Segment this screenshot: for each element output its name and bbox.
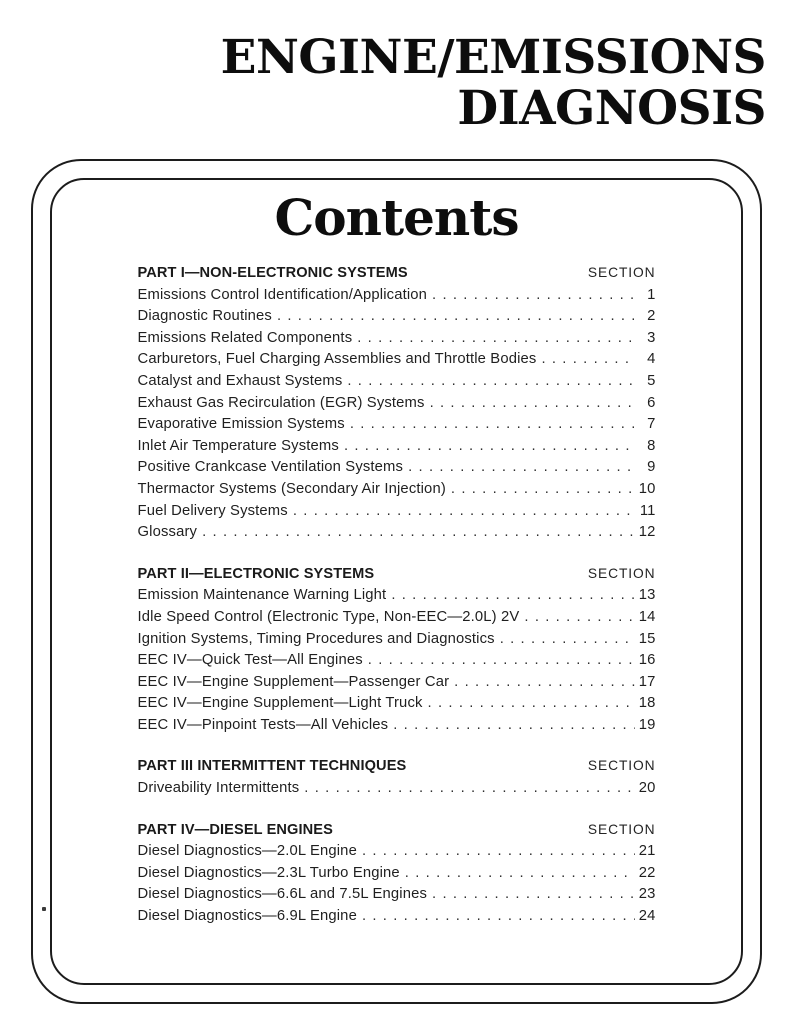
toc-item-number: 15 <box>638 630 656 647</box>
toc-row <box>138 780 656 802</box>
toc-item-label: Glossary <box>137 524 198 541</box>
dot-leader <box>430 395 635 411</box>
toc-row <box>138 373 656 395</box>
toc-item-number: 21 <box>638 843 656 860</box>
toc-item-label: Emission Maintenance Warning Light <box>137 587 387 604</box>
toc-item-number: 24 <box>638 908 656 925</box>
toc-item-number: 4 <box>647 351 656 368</box>
toc-item-label: Diesel Diagnostics—6.9L Engine <box>137 908 357 925</box>
dot-leader <box>350 416 635 432</box>
toc-row <box>138 865 656 887</box>
toc <box>138 265 656 930</box>
toc-part <box>138 265 656 546</box>
scan-artifact <box>42 907 46 911</box>
dot-leader <box>454 674 634 690</box>
toc-item-label: Diesel Diagnostics—2.3L Turbo Engine <box>137 864 400 881</box>
toc-item-number: 19 <box>638 716 656 733</box>
contents-frame-outer <box>31 159 762 1004</box>
toc-item-number: 8 <box>647 437 656 454</box>
dot-leader <box>391 587 634 603</box>
toc-item-number: 18 <box>638 695 656 712</box>
dot-leader <box>277 308 635 324</box>
toc-item-label: Emissions Related Components <box>137 329 353 346</box>
dot-leader <box>432 287 634 303</box>
toc-item-number: 1 <box>647 286 656 303</box>
dot-leader <box>304 780 634 796</box>
toc-item-label: Exhaust Gas Recirculation (EGR) Systems <box>137 394 425 411</box>
dot-leader <box>347 373 634 389</box>
toc-item-number: 9 <box>647 459 656 476</box>
toc-item-number: 22 <box>638 864 656 881</box>
toc-part-header <box>138 822 656 844</box>
dot-leader <box>368 652 635 668</box>
toc-item-label: Driveability Intermittents <box>137 780 300 797</box>
toc-item-label: Fuel Delivery Systems <box>137 502 288 519</box>
toc-item-number: 3 <box>647 329 656 346</box>
part-rows <box>138 780 656 802</box>
dot-leader <box>405 865 635 881</box>
part-title: PART IV—DIESEL ENGINES <box>137 821 333 838</box>
dot-leader <box>362 908 635 924</box>
toc-item-number: 5 <box>647 372 656 389</box>
toc-item-number: 2 <box>647 308 656 325</box>
toc-item-number: 11 <box>639 502 656 519</box>
contents-title: Contents <box>274 188 519 247</box>
dot-leader <box>362 843 635 859</box>
toc-row <box>138 524 656 546</box>
toc-row <box>138 695 656 717</box>
toc-item-number: 23 <box>638 886 656 903</box>
toc-item-number: 6 <box>647 394 656 411</box>
part-rows <box>138 287 656 546</box>
toc-item-label: EEC IV—Engine Supplement—Light Truck <box>137 695 423 712</box>
dot-leader <box>408 459 634 475</box>
toc-row <box>138 308 656 330</box>
dot-leader <box>293 503 635 519</box>
toc-item-number: 20 <box>638 780 656 797</box>
toc-item-label: Catalyst and Exhaust Systems <box>137 372 343 389</box>
part-rows <box>138 843 656 929</box>
toc-item-number: 10 <box>638 480 656 497</box>
page-title <box>221 32 766 134</box>
toc-part-header <box>138 566 656 588</box>
toc-part <box>138 566 656 739</box>
toc-row <box>138 287 656 309</box>
dot-leader <box>541 351 634 367</box>
toc-item-number: 16 <box>638 652 656 669</box>
page-title-line2: DIAGNOSIS <box>457 81 766 136</box>
toc-item-label: EEC IV—Pinpoint Tests—All Vehicles <box>137 716 389 733</box>
toc-row <box>138 587 656 609</box>
toc-item-label: Diesel Diagnostics—2.0L Engine <box>137 843 357 860</box>
section-column-label: SECTION <box>587 821 656 837</box>
dot-leader <box>500 631 635 647</box>
toc-row <box>138 503 656 525</box>
toc-row <box>138 652 656 674</box>
dot-leader <box>344 438 635 454</box>
toc-part-header <box>138 265 656 287</box>
part-title: PART I—NON-ELECTRONIC SYSTEMS <box>137 265 408 281</box>
toc-item-label: Evaporative Emission Systems <box>137 416 345 433</box>
toc-row <box>138 631 656 653</box>
toc-item-number: 7 <box>647 416 656 433</box>
toc-item-number: 12 <box>638 524 656 541</box>
toc-item-label: Diagnostic Routines <box>137 308 272 325</box>
dot-leader <box>202 524 634 540</box>
dot-leader <box>432 886 634 902</box>
toc-item-number: 17 <box>638 673 656 690</box>
contents-frame-inner <box>50 178 743 985</box>
toc-row <box>138 609 656 631</box>
toc-row <box>138 438 656 460</box>
section-column-label: SECTION <box>587 565 656 581</box>
toc-item-label: Positive Crankcase Ventilation Systems <box>137 459 404 476</box>
toc-row <box>138 395 656 417</box>
toc-item-number: 13 <box>638 587 656 604</box>
section-column-label: SECTION <box>587 265 656 280</box>
dot-leader <box>451 481 635 497</box>
toc-item-label: Idle Speed Control (Electronic Type, Non-EEC—2.0L) 2V <box>137 608 520 625</box>
dot-leader <box>393 717 634 733</box>
toc-row <box>138 330 656 352</box>
toc-item-label: Thermactor Systems (Secondary Air Injection) <box>137 480 446 497</box>
part-title: PART III INTERMITTENT TECHNIQUES <box>137 758 407 775</box>
dot-leader <box>524 609 634 625</box>
toc-row <box>138 908 656 930</box>
part-rows <box>138 587 656 738</box>
toc-row <box>138 717 656 739</box>
toc-row <box>138 459 656 481</box>
toc-part-header <box>138 758 656 780</box>
toc-item-label: EEC IV—Engine Supplement—Passenger Car <box>137 673 450 690</box>
page-title-line1: ENGINE/EMISSIONS <box>220 30 766 85</box>
toc-row <box>138 481 656 503</box>
dot-leader <box>428 695 635 711</box>
toc-item-label: Ignition Systems, Timing Procedures and Diagnostics <box>137 630 495 647</box>
toc-row <box>138 843 656 865</box>
part-title: PART II—ELECTRONIC SYSTEMS <box>137 565 375 582</box>
toc-item-label: Carburetors, Fuel Charging Assemblies and Throttle Bodies <box>137 351 537 368</box>
toc-item-number: 14 <box>638 608 656 625</box>
toc-item-label: Emissions Control Identification/Application <box>137 286 428 303</box>
toc-part <box>138 822 656 930</box>
section-column-label: SECTION <box>587 758 656 774</box>
toc-item-label: Diesel Diagnostics—6.6L and 7.5L Engines <box>137 886 428 903</box>
toc-row <box>138 351 656 373</box>
toc-row <box>138 416 656 438</box>
toc-row <box>138 886 656 908</box>
toc-row <box>138 674 656 696</box>
toc-part <box>138 758 656 801</box>
toc-item-label: EEC IV—Quick Test—All Engines <box>137 652 363 669</box>
dot-leader <box>357 330 634 346</box>
toc-item-label: Inlet Air Temperature Systems <box>137 437 339 454</box>
